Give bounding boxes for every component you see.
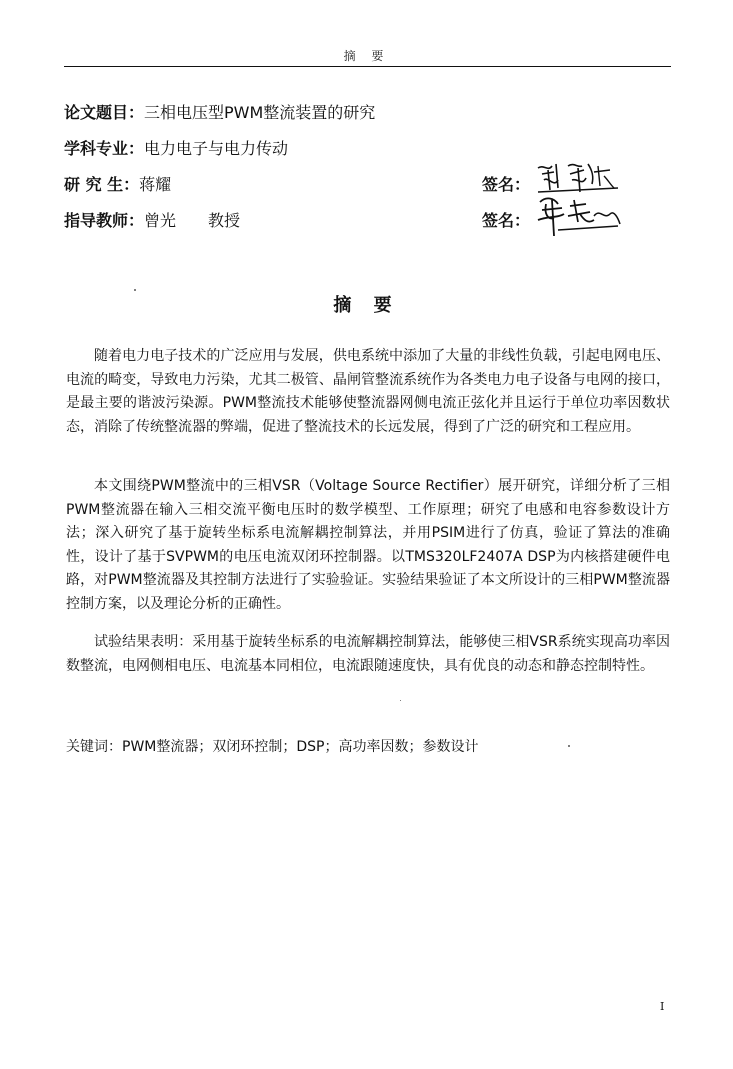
student-label: 研 究 生： (64, 175, 140, 194)
student-signature-label: 签名： (482, 175, 531, 194)
advisor-value: 曾光 教授 (144, 211, 241, 230)
advisor-signature-label: 签名： (482, 211, 531, 230)
abstract-paragraph-3: 试验结果表明：采用基于旋转坐标系的电流解耦控制算法，能够使三相VSR系统实现高功率因数整流，电网侧相电压、电流基本同相位，电流跟随速度快，具有优良的动态和静态控制特性。 (66, 634, 670, 674)
advisor-signature (534, 190, 624, 240)
header-rule (64, 66, 671, 67)
running-head: 摘 要 (343, 49, 390, 63)
student-line (64, 172, 171, 195)
major-label: 学科专业： (64, 139, 145, 158)
student-value: 蒋耀 (139, 175, 172, 194)
abstract-paragraph-1: 随着电力电子技术的广泛应用与发展，供电系统中添加了大量的非线性负载，引起电网电压、电流的畸变，导致电力污染，尤其二极管、晶闸管整流系统作为各类电力电子设备与电网的接口，是最主要的谐波污染源。PWM整流技术能够使整流器网侧电流正弦化并且运行于单位功率因数状态，消除了传统整流器的弊端，促进了整流技术的长远发展，得到了广泛的研究和工程应用。 (66, 348, 670, 435)
scan-speck (400, 700, 401, 701)
keywords-line: 关键词：PWM整流器；双闭环控制；DSP；高功率因数；参数设计 (66, 739, 479, 755)
thesis-title-label: 论文题目： (64, 103, 145, 122)
page-number: I (660, 1000, 665, 1013)
advisor-label: 指导教师： (64, 211, 145, 230)
scan-speck (568, 745, 570, 747)
thesis-title-line (64, 100, 375, 123)
advisor-line (64, 208, 240, 231)
abstract-paragraph-2: 本文围绕PWM整流中的三相VSR（Voltage Source Rectifier）展开研究，详细分析了三相PWM整流器在输入三相交流平衡电压时的数学模型、工作原理；研究了电感和电容参数设计方法；深入研究了基于旋转坐标系电流解耦控制算法，并用PSIM进行了仿真，验证了算法的准确性，设计了基于SVPWM的电压电流双闭环控制器。以TMS320LF2407A DSP为内核搭建硬件电路，对PWM整流器及其控制方法进行了实验验证。实验结果验证了本文所设计的三相PWM整流器控制方案，以及理论分析的正确性。 (66, 478, 670, 612)
major-value: 电力电子与电力传动 (144, 139, 289, 158)
major-line (64, 136, 288, 159)
thesis-title-value: 三相电压型PWM整流装置的研究 (144, 103, 376, 122)
abstract-heading: 摘 要 (333, 295, 400, 316)
